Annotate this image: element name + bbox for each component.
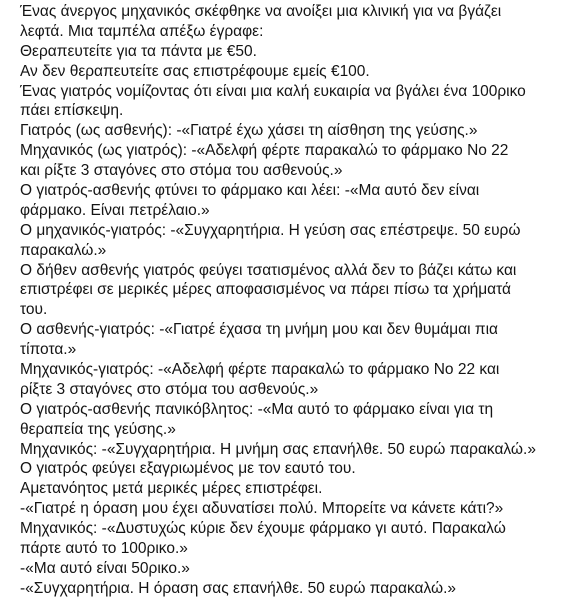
text-line: παρακαλώ.» <box>20 241 107 259</box>
text-line: τίποτα.» <box>20 341 77 359</box>
text-line: Ο ασθενής-γιατρός: -«Γιατρέ έχασα τη μνήμη μου και δεν θυμάμαι πια <box>20 321 498 339</box>
text-line: πάει επίσκεψη. <box>20 102 124 120</box>
text-line: Γιατρός (ως ασθενής): -«Γιατρέ έχω χάσει τη αίσθηση της γεύσης.» <box>20 122 478 140</box>
text-line: -«Μα αυτό είναι 50ρικο.» <box>20 559 190 577</box>
text-line: Αμετανόητος μετά μερικές μέρες επιστρέφει. <box>20 480 323 498</box>
text-line: Ο γιατρός-ασθενής φτύνει το φάρμακο και λέει: -«Μα αυτό δεν είναι <box>20 182 480 200</box>
text-line: Αν δεν θεραπευτείτε σας επιστρέφουμε εμείς €100. <box>20 62 370 80</box>
text-line: Ένας γιατρός νομίζοντας ότι είναι μια καλή ευκαιρία να βγάλει ένα 100ρικο <box>20 82 526 100</box>
text-line: του. <box>20 301 48 319</box>
text-line: επιστρέφει σε μερικές μέρες αποφασισμένος να πάρει πίσω τα χρήματά <box>20 281 512 299</box>
text-line: Μηχανικός: -«Δυστυχώς κύριε δεν έχουμε φάρμακο γι αυτό. Παρακαλώ <box>20 520 506 538</box>
text-line: -«Γιατρέ η όραση μου έχει αδυνατίσει πολύ. Μπορείτε να κάνετε κάτι?» <box>20 500 504 518</box>
text-line: Ο γιατρός-ασθενής πανικόβλητος: -«Μα αυτό το φάρμακο είναι για τη <box>20 400 494 418</box>
text-line: Μηχανικός: -«Συγχαρητήρια. Η μνήμη σας επανήλθε. 50 ευρώ παρακαλώ.» <box>20 440 536 458</box>
text-line: -«Συγχαρητήρια. Η όραση σας επανήλθε. 50 ευρώ παρακαλώ.» <box>20 579 457 597</box>
text-line: Μηχανικός-γιατρός: -«Αδελφή φέρτε παρακαλώ το φάρμακο Νο 22 και <box>20 361 500 379</box>
text-line: Ένας άνεργος μηχανικός σκέφθηκε να ανοίξει μια κλινική για να βγάζει <box>20 3 502 20</box>
text-line: και ρίξτε 3 σταγόνες στο στόμα του ασθενούς.» <box>20 162 343 180</box>
text-line: πάρτε αυτό το 100ρικο.» <box>20 540 188 558</box>
text-line: ρίξτε 3 σταγόνες στο στόμα του ασθενούς.» <box>20 380 319 398</box>
text-line: φάρμακο. Είναι πετρέλαιο.» <box>20 201 210 219</box>
text-line: Ο μηχανικός-γιατρός: -«Συγχαρητήρια. Η γεύση σας επέστρεψε. 50 ευρώ <box>20 221 521 239</box>
text-line: Ο γιατρός φεύγει εξαγριωμένος με τον εαυτό του. <box>20 460 356 478</box>
text-line: θεραπεία της γεύσης.» <box>20 420 176 438</box>
text-line: Ο δήθεν ασθενής γιατρός φεύγει τσατισμένος αλλά δεν το βάζει κάτω και <box>20 261 517 279</box>
text-line: Μηχανικός (ως γιατρός): -«Αδελφή φέρτε παρακαλώ το φάρμακο Νο 22 <box>20 142 509 160</box>
text-line: Θεραπευτείτε για τα πάντα με €50. <box>20 42 257 60</box>
text-line: λεφτά. Μια ταμπέλα απέξω έγραφε: <box>20 22 264 40</box>
